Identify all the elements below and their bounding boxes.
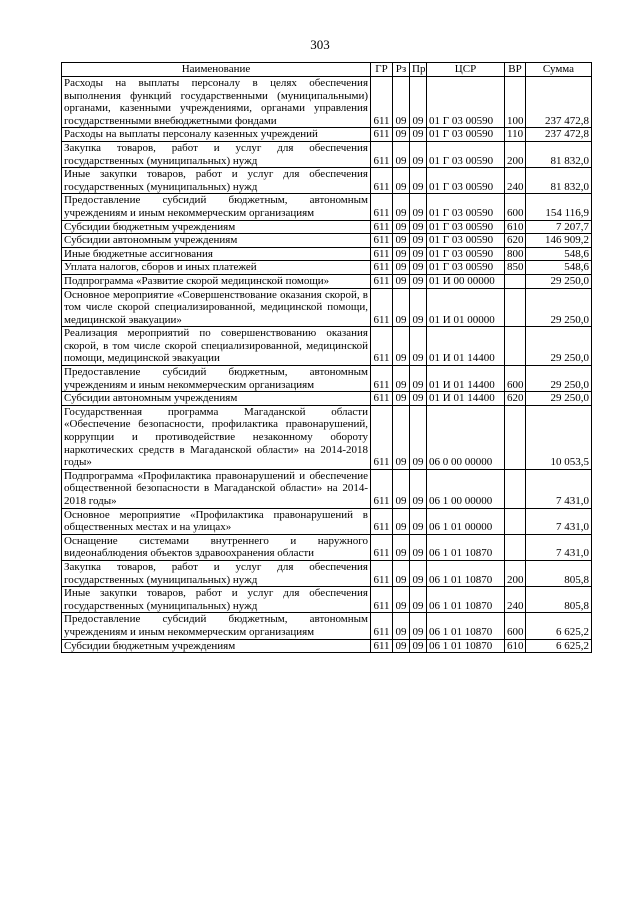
cell-rz: 09: [393, 613, 410, 639]
cell-sum: 29 250,0: [526, 327, 592, 366]
cell-rz: 09: [393, 288, 410, 327]
cell-vr: [505, 274, 526, 288]
table-row: [62, 141, 592, 167]
cell-csr: 06 1 00 00000: [427, 469, 505, 508]
cell-name: Иные бюджетные ассигнования: [62, 247, 371, 261]
table-row: [62, 534, 592, 560]
cell-csr: 01 И 01 14400: [427, 366, 505, 392]
cell-name: Предоставление субсидий бюджетным, автономным учреждениям и иным некоммерческим организациям: [62, 366, 371, 392]
cell-sum: 7 431,0: [526, 534, 592, 560]
cell-csr: 01 И 01 14400: [427, 392, 505, 406]
cell-sum: 29 250,0: [526, 288, 592, 327]
cell-name: Основное мероприятие «Совершенствование оказания скорой, в том числе скорой специализированной, медицинской помощи, медицинской эвакуации»: [62, 288, 371, 327]
cell-sum: 146 909,2: [526, 234, 592, 248]
table-row: [62, 168, 592, 194]
cell-sum: 81 832,0: [526, 168, 592, 194]
cell-rz: 09: [393, 560, 410, 586]
table-body: [62, 77, 592, 653]
cell-name: Подпрограмма «Развитие скорой медицинской помощи»: [62, 274, 371, 288]
table-row: [62, 261, 592, 275]
cell-pr: 09: [410, 366, 427, 392]
cell-pr: 09: [410, 392, 427, 406]
cell-rz: 09: [393, 234, 410, 248]
cell-name: Основное мероприятие «Профилактика правонарушений в общественных местах и на улицах»: [62, 508, 371, 534]
cell-name: Реализация мероприятий по совершенствованию оказания скорой, в том числе скорой специализированной, медицинской помощи, медицинской эвакуации: [62, 327, 371, 366]
cell-pr: 09: [410, 274, 427, 288]
table-row: [62, 639, 592, 653]
cell-pr: 09: [410, 508, 427, 534]
cell-rz: 09: [393, 261, 410, 275]
cell-rz: 09: [393, 327, 410, 366]
cell-rz: 09: [393, 274, 410, 288]
cell-csr: 06 1 01 00000: [427, 508, 505, 534]
table-row: [62, 274, 592, 288]
table-row: [62, 469, 592, 508]
cell-name: Субсидии автономным учреждениям: [62, 234, 371, 248]
cell-gr: 611: [371, 613, 393, 639]
cell-name: Расходы на выплаты персоналу казенных учреждений: [62, 128, 371, 142]
table-row: [62, 327, 592, 366]
cell-vr: 110: [505, 128, 526, 142]
cell-rz: 09: [393, 77, 410, 128]
table-row: [62, 508, 592, 534]
cell-vr: 100: [505, 77, 526, 128]
cell-name: Иные закупки товаров, работ и услуг для обеспечения государственных (муниципальных) нужд: [62, 168, 371, 194]
cell-sum: 10 053,5: [526, 405, 592, 469]
table-row: [62, 194, 592, 220]
cell-gr: 611: [371, 128, 393, 142]
cell-vr: 850: [505, 261, 526, 275]
column-header-gr: ГР: [371, 63, 393, 77]
cell-sum: 81 832,0: [526, 141, 592, 167]
cell-gr: 611: [371, 508, 393, 534]
cell-rz: 09: [393, 128, 410, 142]
page-number: 303: [310, 37, 330, 52]
cell-rz: 09: [393, 392, 410, 406]
cell-gr: 611: [371, 405, 393, 469]
table-row: [62, 128, 592, 142]
cell-gr: 611: [371, 194, 393, 220]
cell-name: Закупка товаров, работ и услуг для обеспечения государственных (муниципальных) нужд: [62, 141, 371, 167]
cell-sum: 805,8: [526, 560, 592, 586]
cell-csr: 01 И 00 00000: [427, 274, 505, 288]
cell-vr: 240: [505, 168, 526, 194]
cell-vr: [505, 508, 526, 534]
table-row: [62, 587, 592, 613]
column-header-csr: ЦСР: [427, 63, 505, 77]
cell-rz: 09: [393, 639, 410, 653]
cell-pr: 09: [410, 77, 427, 128]
cell-vr: [505, 327, 526, 366]
cell-name: Подпрограмма «Профилактика правонарушений и обеспечение общественной безопасности в Магаданской области» на 2014-2018 годы»: [62, 469, 371, 508]
cell-csr: 01 Г 03 00590: [427, 77, 505, 128]
cell-name: Субсидии бюджетным учреждениям: [62, 639, 371, 653]
cell-pr: 09: [410, 247, 427, 261]
cell-csr: 01 Г 03 00590: [427, 128, 505, 142]
cell-pr: 09: [410, 327, 427, 366]
cell-sum: 6 625,2: [526, 639, 592, 653]
cell-gr: 611: [371, 274, 393, 288]
cell-gr: 611: [371, 288, 393, 327]
cell-vr: [505, 288, 526, 327]
cell-gr: 611: [371, 534, 393, 560]
cell-name: Субсидии автономным учреждениям: [62, 392, 371, 406]
cell-rz: 09: [393, 534, 410, 560]
cell-pr: 09: [410, 560, 427, 586]
cell-vr: 610: [505, 220, 526, 234]
cell-pr: 09: [410, 261, 427, 275]
cell-vr: 600: [505, 366, 526, 392]
cell-csr: 06 1 01 10870: [427, 587, 505, 613]
cell-name: Закупка товаров, работ и услуг для обеспечения государственных (муниципальных) нужд: [62, 560, 371, 586]
cell-name: Предоставление субсидий бюджетным, автономным учреждениям и иным некоммерческим организациям: [62, 613, 371, 639]
cell-pr: 09: [410, 639, 427, 653]
cell-vr: 800: [505, 247, 526, 261]
cell-vr: 620: [505, 392, 526, 406]
cell-pr: 09: [410, 587, 427, 613]
budget-table: [61, 62, 592, 653]
cell-vr: 240: [505, 587, 526, 613]
column-header-pr: Пр: [410, 63, 427, 77]
cell-vr: 200: [505, 141, 526, 167]
table-row: [62, 405, 592, 469]
column-header-sum: Сумма: [526, 63, 592, 77]
cell-csr: 06 1 01 10870: [427, 534, 505, 560]
table-row: [62, 366, 592, 392]
cell-name: Государственная программа Магаданской области «Обеспечение безопасности, профилактика правонарушений, коррупции и противодействие незаконному обороту наркотических средств в Магаданской области» на 2014-2018 годы»: [62, 405, 371, 469]
cell-pr: 09: [410, 234, 427, 248]
cell-pr: 09: [410, 534, 427, 560]
cell-rz: 09: [393, 247, 410, 261]
cell-gr: 611: [371, 560, 393, 586]
cell-csr: 01 Г 03 00590: [427, 261, 505, 275]
cell-rz: 09: [393, 220, 410, 234]
table-row: [62, 234, 592, 248]
cell-vr: [505, 405, 526, 469]
cell-csr: 01 Г 03 00590: [427, 194, 505, 220]
cell-csr: 01 Г 03 00590: [427, 141, 505, 167]
table-row: [62, 220, 592, 234]
table-row: [62, 247, 592, 261]
cell-csr: 06 1 01 10870: [427, 613, 505, 639]
cell-gr: 611: [371, 220, 393, 234]
cell-gr: 611: [371, 587, 393, 613]
cell-pr: 09: [410, 194, 427, 220]
cell-vr: 600: [505, 613, 526, 639]
cell-gr: 611: [371, 261, 393, 275]
cell-pr: 09: [410, 288, 427, 327]
cell-sum: 548,6: [526, 247, 592, 261]
cell-csr: 01 Г 03 00590: [427, 168, 505, 194]
cell-rz: 09: [393, 366, 410, 392]
column-header-name: Наименование: [62, 63, 371, 77]
cell-sum: 29 250,0: [526, 366, 592, 392]
cell-name: Предоставление субсидий бюджетным, автономным учреждениям и иным некоммерческим организациям: [62, 194, 371, 220]
cell-csr: 01 И 01 14400: [427, 327, 505, 366]
cell-gr: 611: [371, 392, 393, 406]
cell-vr: 200: [505, 560, 526, 586]
cell-name: Субсидии бюджетным учреждениям: [62, 220, 371, 234]
cell-name: Иные закупки товаров, работ и услуг для обеспечения государственных (муниципальных) нужд: [62, 587, 371, 613]
cell-gr: 611: [371, 141, 393, 167]
cell-pr: 09: [410, 405, 427, 469]
cell-name: Расходы на выплаты персоналу в целях обеспечения выполнения функций государственными (муниципальными) органами, казенными учреждениями, органами управления государственными внебюджетными фондами: [62, 77, 371, 128]
cell-pr: 09: [410, 141, 427, 167]
cell-rz: 09: [393, 168, 410, 194]
cell-name: Оснащение системами внутреннего и наружного видеонаблюдения объектов здравоохранения области: [62, 534, 371, 560]
cell-gr: 611: [371, 247, 393, 261]
table-row: [62, 560, 592, 586]
cell-sum: 237 472,8: [526, 128, 592, 142]
column-header-vr: ВР: [505, 63, 526, 77]
cell-sum: 154 116,9: [526, 194, 592, 220]
cell-sum: 805,8: [526, 587, 592, 613]
table-row: [62, 613, 592, 639]
cell-rz: 09: [393, 469, 410, 508]
cell-csr: 06 0 00 00000: [427, 405, 505, 469]
cell-pr: 09: [410, 220, 427, 234]
cell-vr: [505, 469, 526, 508]
cell-rz: 09: [393, 141, 410, 167]
cell-rz: 09: [393, 508, 410, 534]
cell-gr: 611: [371, 168, 393, 194]
cell-pr: 09: [410, 128, 427, 142]
cell-sum: 7 431,0: [526, 469, 592, 508]
cell-vr: 600: [505, 194, 526, 220]
table-header-row: [62, 63, 592, 77]
cell-sum: 29 250,0: [526, 392, 592, 406]
cell-sum: 7 207,7: [526, 220, 592, 234]
cell-sum: 237 472,8: [526, 77, 592, 128]
cell-csr: 01 Г 03 00590: [427, 220, 505, 234]
cell-csr: 01 И 01 00000: [427, 288, 505, 327]
cell-sum: 548,6: [526, 261, 592, 275]
table-row: [62, 288, 592, 327]
table-row: [62, 392, 592, 406]
cell-gr: 611: [371, 469, 393, 508]
column-header-rz: Рз: [393, 63, 410, 77]
cell-rz: 09: [393, 194, 410, 220]
cell-csr: 01 Г 03 00590: [427, 247, 505, 261]
cell-csr: 01 Г 03 00590: [427, 234, 505, 248]
cell-gr: 611: [371, 234, 393, 248]
cell-sum: 29 250,0: [526, 274, 592, 288]
cell-csr: 06 1 01 10870: [427, 639, 505, 653]
cell-gr: 611: [371, 639, 393, 653]
cell-name: Уплата налогов, сборов и иных платежей: [62, 261, 371, 275]
cell-vr: 620: [505, 234, 526, 248]
cell-sum: 7 431,0: [526, 508, 592, 534]
cell-csr: 06 1 01 10870: [427, 560, 505, 586]
cell-gr: 611: [371, 77, 393, 128]
cell-rz: 09: [393, 405, 410, 469]
cell-vr: 610: [505, 639, 526, 653]
cell-pr: 09: [410, 469, 427, 508]
cell-pr: 09: [410, 168, 427, 194]
cell-gr: 611: [371, 327, 393, 366]
cell-vr: [505, 534, 526, 560]
cell-rz: 09: [393, 587, 410, 613]
cell-pr: 09: [410, 613, 427, 639]
cell-gr: 611: [371, 366, 393, 392]
cell-sum: 6 625,2: [526, 613, 592, 639]
table-row: [62, 77, 592, 128]
